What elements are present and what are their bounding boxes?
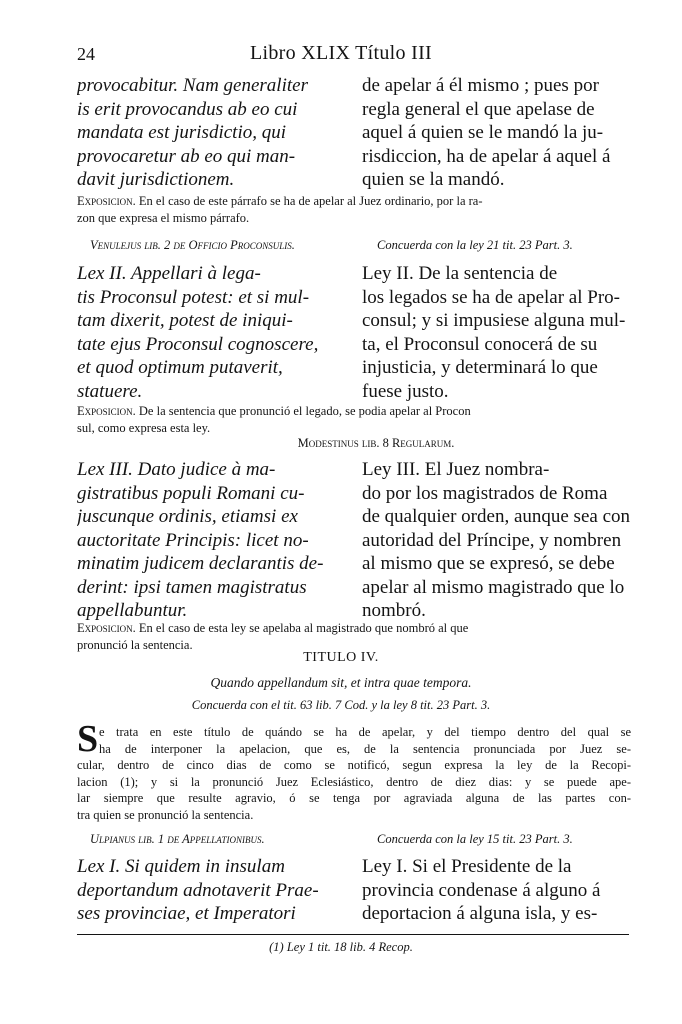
exposicion-label: Exposicion. (77, 404, 136, 418)
spanish-line: regla general el que apelase de (362, 98, 595, 120)
exposicion-text: pronunció la sentencia. (77, 638, 193, 652)
block1-spanish (362, 74, 630, 192)
latin-line: mandata est jurisdictio, qui (77, 122, 286, 143)
latin-line: provocaretur ab eo qui man- (77, 145, 296, 167)
exposicion-label: Exposicion. (77, 621, 136, 635)
spanish-line: ta, el Proconsul conocerá de su (362, 333, 598, 355)
exposicion-text: En el caso de esta ley se apelaba al magistrado que nombró al que (138, 621, 469, 635)
latin-line: deportandum adnotaverit Prae- (77, 879, 319, 901)
exposicion-text: zon que expresa el mismo párrafo. (77, 211, 250, 225)
latin-line: davit jurisdictionem. (77, 169, 235, 190)
spanish-line: consul; y si impusiese alguna mul- (362, 310, 626, 331)
block1-latin (77, 74, 345, 192)
lex2-latin (77, 262, 345, 403)
latin-line: auctoritate Principis: licet no- (77, 529, 309, 551)
source-modestinus: Modestinus lib. 8 Regularum. (297, 436, 455, 450)
latin-line: tate ejus Proconsul cognoscere, (77, 333, 319, 355)
concordance-lex1: Concuerda con la ley 15 tit. 23 Part. 3. (377, 832, 573, 846)
exposicion-text: En el caso de este párrafo se ha de apelar al Juez ordinario, por la ra- (138, 194, 483, 208)
lex3-spanish (362, 458, 630, 623)
intro-line: e trata en este título de quándo se ha de apelar, y del tiempo dentro del qual se (99, 725, 631, 739)
spanish-line: al mismo que se expresó, se debe (362, 553, 615, 574)
concordance-lex2: Concuerda con la ley 21 tit. 23 Part. 3. (377, 238, 573, 252)
spanish-line: Ley III. El Juez nombra- (362, 459, 550, 480)
exposicion-2 (77, 403, 633, 437)
latin-line: minatim judicem declarantis de- (77, 553, 324, 574)
latin-line: gistratibus populi Romani cu- (77, 482, 305, 504)
exposicion-1 (77, 193, 633, 227)
latin-line: tis Proconsul potest: et si mul- (77, 286, 310, 308)
latin-line: et quod optimum putaverit, (77, 357, 283, 378)
spanish-line: quien se la mandó. (362, 169, 505, 190)
latin-line: Lex II. Appellari à lega- (77, 263, 261, 284)
page-number: 24 (77, 44, 95, 64)
lex2-spanish (362, 262, 630, 403)
intro-line: lar siempre que resulte agravio, ó se tenga por agraviada alguna de las partes con- (77, 791, 631, 805)
latin-line: juscunque ordinis, etiamsi ex (77, 506, 298, 527)
source-ulpianus: Ulpianus lib. 1 de Appellationibus. (90, 832, 265, 846)
spanish-line: de qualquier orden, aunque sea con (362, 506, 630, 527)
spanish-line: Ley II. De la sentencia de (362, 263, 558, 284)
latin-line: statuere. (77, 380, 143, 402)
spanish-line: fuese justo. (362, 380, 449, 402)
footnote-rule (77, 934, 629, 935)
intro-line: lacion (1); y si la pronunció Juez Eclesiástico, dentro de diez dias: y se puede ape- (77, 774, 631, 789)
page-header (0, 38, 682, 68)
title-heading: TITULO IV. (303, 650, 379, 665)
spanish-line: de apelar á él mismo ; pues por (362, 75, 599, 96)
exposicion-text: sul, como expresa esta ley. (77, 421, 211, 435)
title-intro (77, 724, 631, 823)
spanish-line: los legados se ha de apelar al Pro- (362, 286, 620, 308)
spanish-line: apelar al mismo magistrado que lo (362, 576, 625, 598)
title-concordance: Concuerda con el tit. 63 lib. 7 Cod. y la ley 8 tit. 23 Part. 3. (191, 698, 491, 712)
spanish-line: risdiccion, ha de apelar á aquel á (362, 145, 611, 167)
drop-cap: S (77, 718, 99, 760)
latin-line: Lex I. Si quidem in insulam (77, 856, 285, 877)
exposicion-text: De la sentencia que pronunció el legado, se podia apelar al Procon (138, 404, 471, 418)
spanish-line: aquel á quien se le mandó la ju- (362, 122, 604, 143)
intro-line: tra quien se pronunció la sentencia. (77, 807, 254, 822)
latin-line: Lex III. Dato judice à ma- (77, 459, 276, 480)
title-subtitle: Quando appellandum sit, et intra quae tempora. (210, 675, 472, 690)
latin-line: tam dixerit, potest de iniqui- (77, 310, 293, 331)
source-venulejus: Venulejus lib. 2 de Officio Proconsulis. (90, 238, 295, 252)
latin-line: provocabitur. Nam generaliter (77, 75, 308, 96)
spanish-line: Ley I. Si el Presidente de la (362, 856, 572, 877)
spanish-line: injusticia, y determinará lo que (362, 357, 598, 378)
exposicion-label: Exposicion. (77, 194, 136, 208)
intro-line: ha de interponer la apelacion, que es, de la sentencia pronunciada por Juez se- (99, 741, 631, 756)
latin-line: appellabuntur. (77, 600, 188, 621)
spanish-line: provincia condenase á alguno á (362, 879, 601, 901)
exposicion-3 (77, 620, 633, 654)
lex3-latin (77, 458, 345, 623)
spanish-line: nombró. (362, 600, 426, 621)
latin-line: ses provinciae, et Imperatori (77, 903, 296, 924)
footnote: (1) Ley 1 tit. 18 lib. 4 Recop. (269, 940, 413, 954)
intro-line: cular, dentro de cinco dias de como se notificó, segun expresa la ley de la Recopi- (77, 758, 631, 772)
latin-line: derint: ipsi tamen magistratus (77, 576, 307, 598)
spanish-line: autoridad del Príncipe, y nombren (362, 529, 622, 551)
running-head: Libro XLIX Título III (249, 42, 432, 64)
lex1-latin (77, 855, 345, 926)
lex1-spanish (362, 855, 630, 926)
spanish-line: do por los magistrados de Roma (362, 482, 608, 504)
spanish-line: deportacion á alguna isla, y es- (362, 903, 598, 924)
latin-line: is erit provocandus ab eo cui (77, 98, 298, 120)
